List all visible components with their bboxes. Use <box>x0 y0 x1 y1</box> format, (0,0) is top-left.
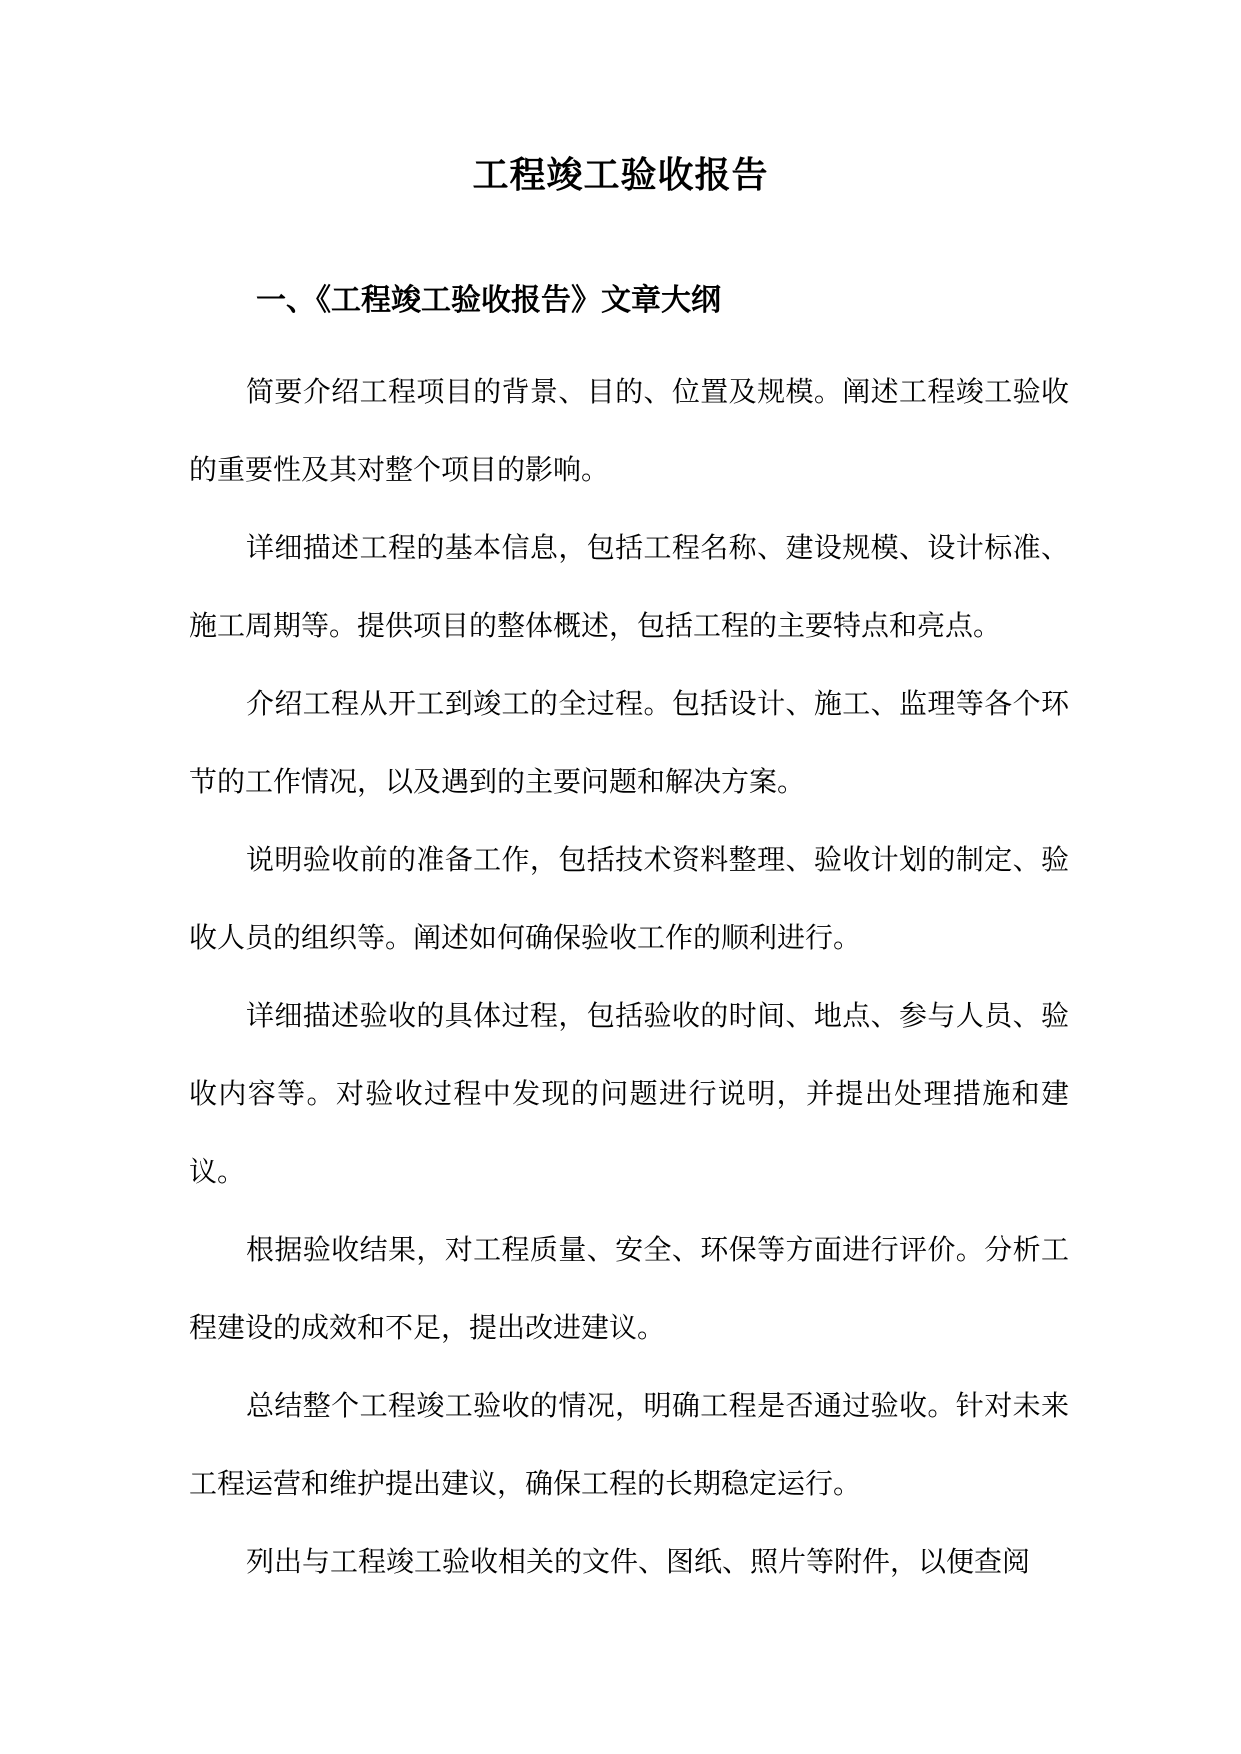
paragraph-attachments: 列出与工程竣工验收相关的文件、图纸、照片等附件，以便查阅 <box>246 1545 1031 1578</box>
paragraph-construction-process: 介绍工程从开工到竣工的全过程。包括设计、施工、监理等各个环节的工作情况，以及遇到的主要问题和解决方案。 <box>189 687 1069 798</box>
paragraph-acceptance-preparation: 说明验收前的准备工作，包括技术资料整理、验收计划的制定、验收人员的组织等。阐述如何确保验收工作的顺利进行。 <box>189 843 1069 954</box>
paragraph-evaluation: 根据验收结果，对工程质量、安全、环保等方面进行评价。分析工程建设的成效和不足，提出改进建议。 <box>189 1233 1069 1344</box>
document-title: 工程竣工验收报告 <box>472 154 769 196</box>
paragraph-introduction: 简要介绍工程项目的背景、目的、位置及规模。阐述工程竣工验收的重要性及其对整个项目的影响。 <box>189 375 1069 486</box>
section-heading: 一、《工程竣工验收报告》文章大纲 <box>256 283 721 318</box>
paragraph-acceptance-process: 详细描述验收的具体过程，包括验收的时间、地点、参与人员、验收内容等。对验收过程中发现的问题进行说明，并提出处理措施和建议。 <box>189 999 1069 1188</box>
paragraph-project-overview: 详细描述工程的基本信息，包括工程名称、建设规模、设计标准、施工周期等。提供项目的整体概述，包括工程的主要特点和亮点。 <box>189 531 1069 642</box>
paragraph-conclusion: 总结整个工程竣工验收的情况，明确工程是否通过验收。针对未来工程运营和维护提出建议，确保工程的长期稳定运行。 <box>189 1389 1069 1500</box>
